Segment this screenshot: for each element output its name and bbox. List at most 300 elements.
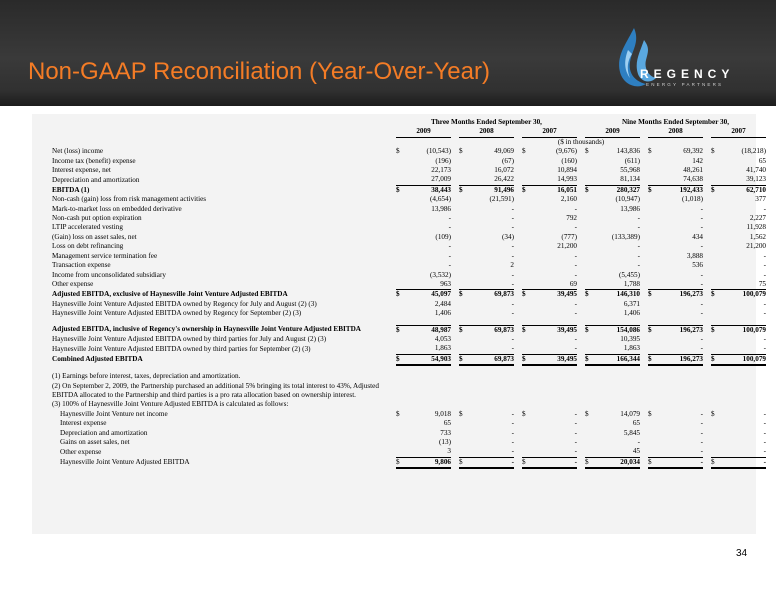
currency-symbol: [522, 252, 532, 261]
value-cell: (5,455): [619, 270, 640, 279]
value-cell: -: [574, 334, 577, 343]
currency-symbol: [522, 166, 532, 175]
currency-symbol: [648, 429, 658, 438]
currency-symbol: [648, 261, 658, 270]
currency-symbol: [522, 429, 532, 438]
col-gap: [703, 280, 711, 290]
currency-symbol: [711, 300, 721, 309]
currency-symbol: [585, 261, 595, 270]
value-cell: -: [763, 419, 766, 428]
table-row: [52, 309, 766, 318]
currency-symbol: [648, 419, 658, 428]
currency-symbol: [585, 271, 595, 280]
currency-symbol: [585, 335, 595, 344]
value-cell: 100,079: [721, 354, 766, 365]
currency-symbol: [459, 335, 469, 344]
col-gap: [514, 354, 522, 365]
col-gap: [703, 175, 711, 185]
col-gap: [514, 261, 522, 270]
value-cell: -: [574, 438, 577, 446]
col-gap: [577, 325, 585, 335]
header-gap: [577, 118, 585, 127]
col-gap: [577, 223, 585, 232]
col-gap: [514, 419, 522, 428]
value-cell: 16,072: [494, 166, 514, 175]
currency-symbol: [585, 447, 595, 457]
currency-symbol: [459, 300, 469, 309]
table-row: [52, 205, 766, 214]
col-gap: [703, 252, 711, 261]
currency-symbol: [522, 419, 532, 428]
value-cell: (160): [561, 156, 577, 165]
value-cell: -: [511, 309, 514, 318]
col-gap: [577, 205, 585, 214]
value-cell: 26,422: [494, 175, 514, 184]
value-cell: 39,123: [746, 175, 766, 184]
col-gap: [451, 325, 459, 335]
value-cell: 10,894: [557, 166, 577, 175]
value-cell: 41,740: [746, 166, 766, 175]
col-gap: [640, 185, 648, 195]
value-cell: 22,173: [431, 166, 451, 175]
col-gap: [451, 354, 459, 365]
currency-symbol: $: [522, 457, 532, 468]
value-cell: -: [700, 438, 703, 446]
col-gap: [451, 127, 459, 137]
table-row: [52, 344, 766, 354]
currency-symbol: [711, 438, 721, 447]
currency-symbol: [711, 419, 721, 428]
value-cell: 14,993: [557, 175, 577, 184]
value-cell: -: [763, 261, 766, 270]
currency-symbol: [522, 214, 532, 223]
col-gap: [577, 261, 585, 270]
col-gap: [703, 223, 711, 232]
col-gap: [640, 438, 648, 447]
currency-symbol: [648, 335, 658, 344]
value-cell: -: [574, 261, 577, 270]
value-cell: -: [574, 299, 577, 308]
row-label: Management service termination fee: [52, 251, 158, 260]
currency-symbol: [648, 214, 658, 223]
value-cell: 45: [632, 447, 640, 456]
currency-symbol: [459, 344, 469, 354]
col-gap: [577, 214, 585, 223]
currency-symbol: [585, 280, 595, 290]
value-cell: (3,532): [430, 270, 451, 279]
value-cell: -: [700, 334, 703, 343]
value-cell: 9,806: [406, 457, 451, 468]
row-label: Haynesville Joint Venture Adjusted EBITDA owned by third parties for September (2) (3): [52, 344, 311, 353]
value-cell: (4,654): [430, 195, 451, 204]
col-gap: [703, 233, 711, 242]
currency-symbol: [459, 261, 469, 270]
table-row: [52, 214, 766, 223]
col-gap: [640, 233, 648, 242]
col-gap: [451, 335, 459, 344]
value-cell: 2,484: [434, 299, 451, 308]
currency-symbol: [648, 447, 658, 457]
currency-symbol: [585, 438, 595, 447]
col-gap: [703, 429, 711, 438]
value-cell: 48,261: [683, 166, 703, 175]
col-gap: [577, 127, 585, 137]
currency-symbol: $: [711, 354, 721, 365]
currency-symbol: [648, 175, 658, 185]
table-row: [52, 447, 766, 457]
value-cell: 49,069: [494, 147, 514, 156]
currency-symbol: [585, 300, 595, 309]
currency-symbol: [711, 205, 721, 214]
col-gap: [577, 147, 585, 156]
currency-symbol: [648, 344, 658, 354]
currency-symbol: $: [648, 185, 658, 195]
currency-symbol: [396, 309, 406, 318]
currency-symbol: $: [522, 185, 532, 195]
value-cell: -: [511, 438, 514, 446]
value-cell: 1,863: [623, 344, 640, 353]
currency-symbol: [522, 335, 532, 344]
footnote-text: (1) Earnings before interest, taxes, depreciation and amortization.: [52, 372, 241, 381]
col-gap: [514, 344, 522, 354]
year-header: 2008: [459, 127, 514, 137]
col-gap: [451, 166, 459, 175]
value-cell: -: [511, 242, 514, 251]
row-label: Adjusted EBITDA, exclusive of Haynesville Joint Venture Adjusted EBITDA: [52, 290, 288, 299]
col-gap: [451, 429, 459, 438]
currency-symbol: [585, 214, 595, 223]
value-cell: 16,051: [532, 185, 577, 195]
currency-symbol: [711, 429, 721, 438]
currency-symbol: $: [585, 457, 595, 468]
table-row: [52, 438, 766, 447]
currency-symbol: [396, 214, 406, 223]
row-label: Depreciation and amortization: [52, 175, 140, 184]
col-gap: [640, 195, 648, 204]
header-spacer: [52, 118, 396, 127]
col-gap: [577, 195, 585, 204]
footnote-row: [52, 372, 766, 381]
row-label: Haynesville Joint Venture Adjusted EBITDA owned by third parties for July and August (2) (3): [52, 334, 327, 343]
value-cell: -: [511, 251, 514, 260]
table-row: [52, 429, 766, 438]
col-gap: [640, 252, 648, 261]
value-cell: (67): [502, 156, 514, 165]
value-cell: 69,873: [469, 290, 514, 300]
currency-symbol: [585, 233, 595, 242]
table-row: [52, 325, 766, 335]
currency-symbol: [396, 252, 406, 261]
col-gap: [514, 447, 522, 457]
col-gap: [577, 271, 585, 280]
currency-symbol: [648, 280, 658, 290]
col-gap: [514, 309, 522, 318]
value-cell: 13,986: [620, 204, 640, 213]
currency-symbol: [522, 300, 532, 309]
value-cell: (109): [435, 232, 451, 241]
col-gap: [640, 223, 648, 232]
row-label: Combined Adjusted EBITDA: [52, 355, 143, 363]
col-gap: [514, 157, 522, 166]
row-label: Haynesville Joint Venture Adjusted EBITDA: [60, 458, 190, 467]
currency-symbol: [711, 223, 721, 232]
value-cell: -: [532, 457, 577, 468]
currency-symbol: [585, 419, 595, 428]
col-gap: [577, 185, 585, 195]
col-gap: [451, 157, 459, 166]
value-cell: 65: [758, 156, 766, 165]
col-gap: [451, 147, 459, 156]
col-gap: [703, 195, 711, 204]
value-cell: 1,406: [623, 309, 640, 318]
col-gap: [703, 271, 711, 280]
col-gap: [514, 457, 522, 468]
year-header: 2008: [648, 127, 703, 137]
col-gap: [640, 325, 648, 335]
currency-symbol: [396, 242, 406, 251]
table-row: [52, 223, 766, 232]
col-gap: [514, 242, 522, 251]
value-cell: 192,433: [658, 185, 703, 195]
col-gap: [577, 354, 585, 365]
col-gap: [451, 280, 459, 290]
value-cell: -: [700, 223, 703, 232]
col-gap: [514, 127, 522, 137]
group-header-three-months: Three Months Ended September 30,: [431, 118, 542, 126]
col-gap: [640, 344, 648, 354]
value-cell: 54,903: [406, 354, 451, 365]
value-cell: -: [700, 214, 703, 223]
col-gap: [577, 300, 585, 309]
row-label: Depreciation and amortization: [60, 428, 148, 437]
value-cell: 3,888: [686, 251, 703, 260]
col-gap: [514, 438, 522, 447]
currency-symbol: [396, 335, 406, 344]
currency-symbol: $: [585, 409, 589, 418]
currency-symbol: [585, 175, 595, 185]
value-cell: 1,406: [434, 309, 451, 318]
currency-symbol: [585, 166, 595, 175]
value-cell: -: [700, 428, 703, 437]
value-cell: (34): [502, 232, 514, 241]
footnote-text: (2) On September 2, 2009, the Partnership purchased an additional 5% bringing its total interest to 43%, Adjusted: [52, 381, 379, 390]
currency-symbol: [396, 300, 406, 309]
col-gap: [703, 325, 711, 335]
currency-symbol: $: [711, 409, 715, 418]
currency-symbol: [711, 335, 721, 344]
currency-symbol: [522, 261, 532, 270]
value-cell: -: [763, 334, 766, 343]
row-label: Income tax (benefit) expense: [52, 156, 136, 165]
currency-symbol: [459, 214, 469, 223]
currency-symbol: $: [459, 354, 469, 365]
value-cell: -: [574, 419, 577, 428]
value-cell: -: [637, 438, 640, 446]
currency-symbol: [396, 261, 406, 270]
value-cell: -: [511, 447, 514, 456]
currency-symbol: $: [459, 147, 463, 156]
spacer-row: [52, 365, 766, 372]
value-cell: -: [574, 270, 577, 279]
currency-symbol: [585, 223, 595, 232]
header-spacer: [52, 127, 396, 137]
col-gap: [703, 214, 711, 223]
col-gap: [577, 175, 585, 185]
currency-symbol: [522, 223, 532, 232]
currency-symbol: [459, 205, 469, 214]
col-gap: [640, 271, 648, 280]
col-gap: [577, 290, 585, 300]
value-cell: 100,079: [721, 290, 766, 300]
value-cell: (21,591): [489, 195, 514, 204]
value-cell: 280,327: [595, 185, 640, 195]
logo-tagline: ENERGY PARTNERS: [646, 82, 724, 87]
currency-symbol: [522, 242, 532, 251]
value-cell: -: [511, 299, 514, 308]
currency-symbol: [711, 175, 721, 185]
col-gap: [640, 300, 648, 309]
value-cell: 146,310: [595, 290, 640, 300]
value-cell: (1,018): [682, 195, 703, 204]
value-cell: 69: [569, 279, 577, 288]
col-gap: [640, 214, 648, 223]
col-gap: [514, 205, 522, 214]
currency-symbol: $: [396, 147, 400, 156]
currency-symbol: [648, 309, 658, 318]
col-gap: [451, 214, 459, 223]
value-cell: -: [763, 204, 766, 213]
page-number: 34: [736, 548, 748, 559]
col-gap: [703, 344, 711, 354]
value-cell: 2,160: [560, 195, 577, 204]
value-cell: -: [511, 409, 514, 418]
value-cell: (18,218): [741, 147, 766, 156]
col-gap: [514, 233, 522, 242]
col-gap: [703, 290, 711, 300]
value-cell: -: [763, 344, 766, 353]
row-label: EBITDA (1): [52, 185, 90, 194]
value-cell: (13): [439, 438, 451, 446]
col-gap: [703, 447, 711, 457]
col-gap: [703, 335, 711, 344]
currency-symbol: $: [522, 290, 532, 300]
currency-symbol: [522, 175, 532, 185]
currency-symbol: [648, 157, 658, 166]
col-gap: [577, 438, 585, 447]
row-label: Net (loss) income: [52, 147, 104, 156]
value-cell: -: [637, 242, 640, 251]
currency-symbol: $: [711, 185, 721, 195]
currency-symbol: $: [459, 457, 469, 468]
currency-symbol: [711, 195, 721, 204]
currency-symbol: [711, 344, 721, 354]
currency-symbol: [522, 309, 532, 318]
col-gap: [577, 252, 585, 261]
currency-symbol: [459, 166, 469, 175]
row-label: Haynesville Joint Venture Adjusted EBITDA owned by Regency for July and August (2) (3): [52, 299, 317, 308]
col-gap: [640, 309, 648, 318]
value-cell: -: [700, 309, 703, 318]
value-cell: (133,389): [611, 232, 640, 241]
currency-symbol: [396, 438, 406, 447]
currency-symbol: [648, 242, 658, 251]
currency-symbol: $: [585, 147, 589, 156]
value-cell: -: [763, 299, 766, 308]
col-gap: [577, 447, 585, 457]
value-cell: -: [574, 447, 577, 456]
row-label: Loss on debt refinancing: [52, 242, 124, 251]
table-row: [52, 261, 766, 270]
col-gap: [451, 419, 459, 428]
currency-symbol: $: [711, 290, 721, 300]
value-cell: 65: [443, 419, 451, 428]
currency-symbol: [522, 195, 532, 204]
col-gap: [451, 195, 459, 204]
units-label: ($ in thousands): [557, 137, 605, 146]
col-gap: [514, 335, 522, 344]
currency-symbol: [396, 157, 406, 166]
col-gap: [514, 166, 522, 175]
currency-symbol: [648, 233, 658, 242]
value-cell: -: [511, 334, 514, 343]
value-cell: 38,443: [406, 185, 451, 195]
value-cell: (196): [435, 156, 451, 165]
col-gap: [514, 271, 522, 280]
value-cell: 21,200: [557, 242, 577, 251]
currency-symbol: $: [648, 290, 658, 300]
value-cell: -: [658, 457, 703, 468]
currency-symbol: [648, 205, 658, 214]
currency-symbol: [396, 429, 406, 438]
col-gap: [640, 419, 648, 428]
footnote-text: EBITDA allocated to the Partnership and third parties is a pro rata allocation based on ownership interest.: [52, 390, 356, 399]
col-gap: [640, 429, 648, 438]
currency-symbol: [459, 309, 469, 318]
col-gap: [640, 280, 648, 290]
value-cell: -: [763, 251, 766, 260]
value-cell: 13,986: [431, 204, 451, 213]
row-label: Non-cash put option expiration: [52, 214, 142, 223]
col-gap: [451, 438, 459, 447]
col-gap: [703, 185, 711, 195]
currency-symbol: $: [522, 409, 526, 418]
col-gap: [703, 354, 711, 365]
value-cell: 196,273: [658, 290, 703, 300]
row-label: Other expense: [52, 280, 94, 289]
value-cell: -: [448, 242, 451, 251]
row-label: Interest expense: [60, 419, 107, 428]
value-cell: 166,344: [595, 354, 640, 365]
col-gap: [640, 127, 648, 137]
slide-title: Non-GAAP Reconciliation (Year-Over-Year): [28, 58, 490, 85]
value-cell: -: [511, 223, 514, 232]
col-gap: [577, 280, 585, 290]
col-gap: [577, 309, 585, 318]
col-gap: [451, 175, 459, 185]
row-label: LTIP accelerated vesting: [52, 223, 123, 232]
year-header: 2007: [711, 127, 766, 137]
value-cell: 39,495: [532, 354, 577, 365]
value-cell: 10,395: [620, 334, 640, 343]
value-cell: 142: [692, 156, 703, 165]
table-row: [52, 419, 766, 428]
col-gap: [640, 147, 648, 156]
col-gap: [514, 410, 522, 419]
col-gap: [703, 261, 711, 270]
row-label: Adjusted EBITDA, inclusive of Regency's ownership in Haynesville Joint Venture Adjusted EBITDA: [52, 325, 361, 334]
value-cell: -: [574, 309, 577, 318]
col-gap: [514, 214, 522, 223]
